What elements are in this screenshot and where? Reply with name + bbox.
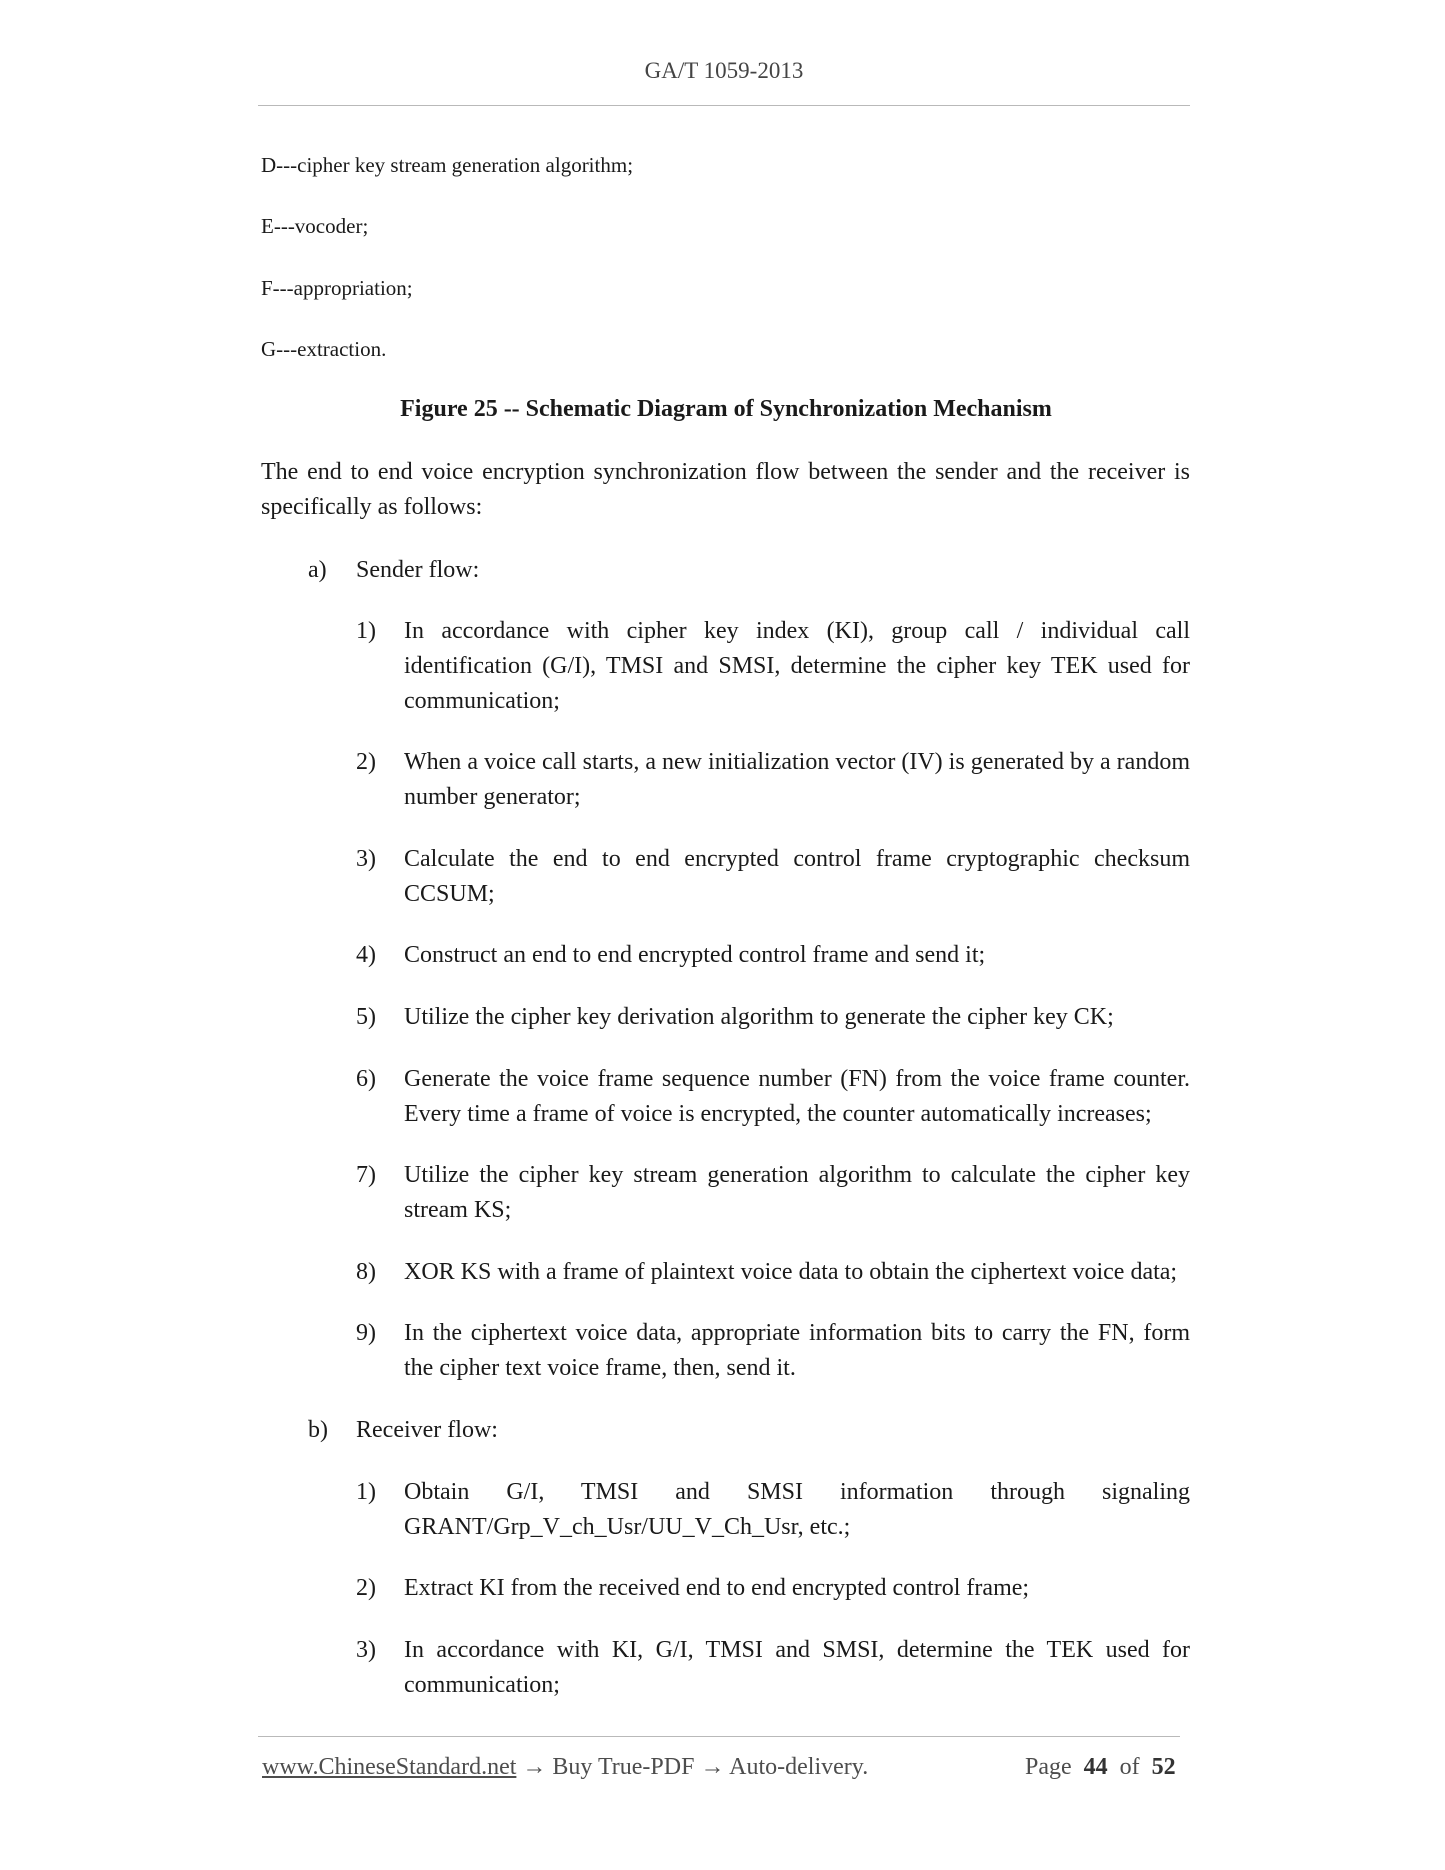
sender-title: Sender flow: <box>356 557 480 583</box>
arrow-right-icon: → <box>522 1754 547 1780</box>
sender-step-text: Construct an end to end encrypted control frame and send it; <box>404 942 986 968</box>
sender-step-number: 5) <box>356 1004 376 1030</box>
legend-item-e: E---vocoder; <box>261 214 369 238</box>
sender-step-text: XOR KS with a frame of plaintext voice data to obtain the ciphertext voice data; <box>404 1259 1178 1285</box>
arrow-right-icon: → <box>700 1754 725 1780</box>
sender-marker: a) <box>308 557 327 583</box>
auto-delivery-text: Auto-delivery. <box>729 1754 869 1780</box>
receiver-step-number: 2) <box>356 1575 376 1601</box>
page-indicator <box>1025 1754 1176 1781</box>
sender-step-number: 3) <box>356 846 376 872</box>
receiver-title: Receiver flow: <box>356 1417 498 1443</box>
receiver-step-number: 3) <box>356 1637 376 1663</box>
figure-caption: Figure 25 -- Schematic Diagram of Synchronization Mechanism <box>400 396 1052 422</box>
sender-step-text: In accordance with cipher key index (KI), group call / individual call identification (G/I), TMSI and SMSI, determine the cipher key TEK used for communication; <box>404 618 1190 714</box>
sender-step-text: Utilize the cipher key stream generation algorithm to calculate the cipher key stream KS; <box>404 1162 1190 1223</box>
sender-step-number: 2) <box>356 749 376 775</box>
legend-item-g: G---extraction. <box>261 337 387 361</box>
legend-item-d: D---cipher key stream generation algorithm; <box>261 153 634 177</box>
receiver-marker: b) <box>308 1417 328 1443</box>
site-link[interactable]: www.ChineseStandard.net <box>262 1754 517 1780</box>
sender-step-number: 4) <box>356 942 376 968</box>
page-label: Page <box>1025 1754 1072 1780</box>
intro-paragraph: The end to end voice encryption synchronization flow between the sender and the receiver is specifically as follows: <box>261 459 1190 520</box>
receiver-step-number: 1) <box>356 1479 376 1505</box>
of-label: of <box>1119 1754 1140 1780</box>
sender-step-number: 7) <box>356 1162 376 1188</box>
buy-pdf-link: Buy True-PDF <box>552 1754 695 1780</box>
receiver-step-text: In accordance with KI, G/I, TMSI and SMSI, determine the TEK used for communication; <box>404 1637 1190 1698</box>
sender-step-number: 8) <box>356 1259 376 1285</box>
legend-item-f: F---appropriation; <box>261 276 413 300</box>
sender-step-text: Generate the voice frame sequence number (FN) from the voice frame counter. Every time a frame of voice is encrypted, the counter automatically increases; <box>404 1066 1190 1127</box>
sender-step-number: 9) <box>356 1320 376 1346</box>
footer-divider <box>258 1736 1180 1737</box>
sender-step-text: When a voice call starts, a new initialization vector (IV) is generated by a random number generator; <box>404 749 1190 810</box>
current-page-number: 44 <box>1083 1754 1108 1780</box>
header-divider <box>258 105 1190 106</box>
sender-step-text: Utilize the cipher key derivation algorithm to generate the cipher key CK; <box>404 1004 1114 1030</box>
document-id-header: GA/T 1059-2013 <box>644 58 804 83</box>
sender-step-text: In the ciphertext voice data, appropriate information bits to carry the FN, form the cipher text voice frame, then, send it. <box>404 1320 1190 1381</box>
sender-step-text: Calculate the end to end encrypted control frame cryptographic checksum CCSUM; <box>404 846 1190 907</box>
receiver-step-text: Extract KI from the received end to end encrypted control frame; <box>404 1575 1030 1601</box>
sender-step-number: 1) <box>356 618 376 644</box>
sender-step-number: 6) <box>356 1066 376 1092</box>
total-page-count: 52 <box>1151 1754 1176 1780</box>
receiver-step-text: Obtain G/I, TMSI and SMSI information through signaling GRANT/Grp_V_ch_Usr/UU_V_Ch_Usr, etc.; <box>404 1479 1190 1540</box>
footer-promo <box>262 1754 868 1781</box>
